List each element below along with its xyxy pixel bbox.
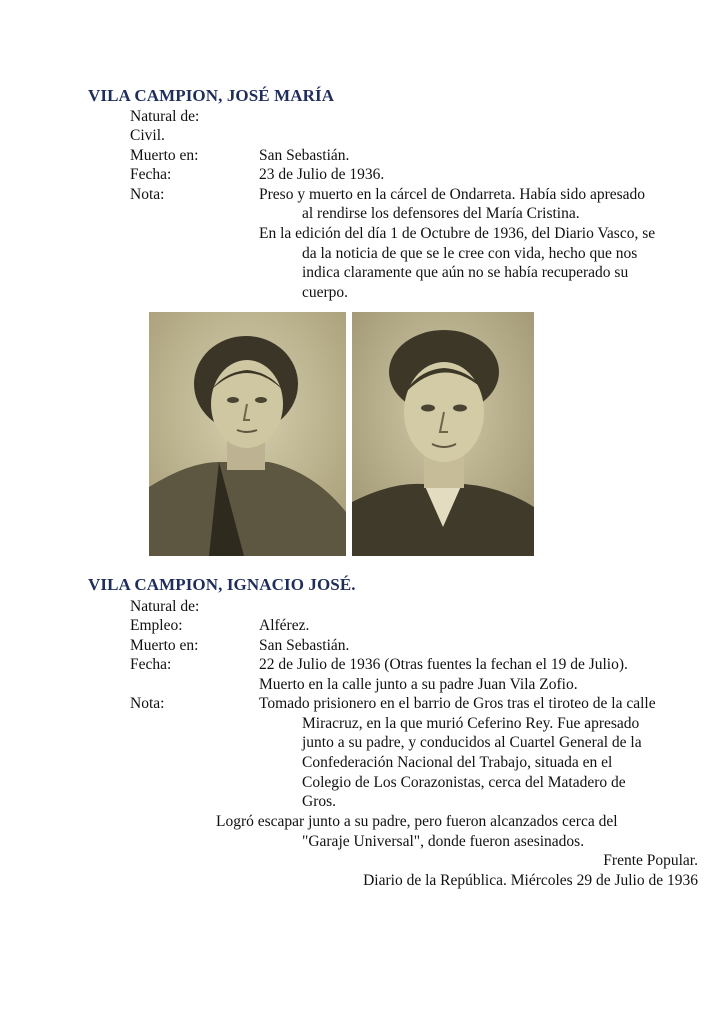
portrait-photo-left (149, 312, 346, 556)
entry-2-nota-line: Colegio de Los Corazonistas, cerca del Matadero de (302, 774, 626, 791)
entry-2-nota-label: Nota: (130, 695, 165, 712)
entry-2-nota-line: Confederación Nacional del Trabajo, situada en el (302, 754, 613, 771)
source-party: Frente Popular. (603, 852, 698, 869)
entry-2-muerto-value: San Sebastián. (259, 637, 350, 654)
source-newspaper: Diario de la República. Miércoles 29 de Julio de 1936 (363, 872, 698, 889)
entry-2-nota-line: Tomado prisionero en el barrio de Gros tras el tiroteo de la calle (259, 695, 656, 712)
entry-1-natural-label: Natural de: (130, 108, 200, 125)
entry-2-nota-line: Miracruz, en la que murió Ceferino Rey. Fue apresado (302, 715, 640, 732)
entry-1-fecha-label: Fecha: (130, 166, 172, 183)
entry-1-muerto-value: San Sebastián. (259, 147, 350, 164)
entry-1-nota-line: da la noticia de que se le cree con vida, hecho que nos (302, 245, 638, 262)
entry-2-escape-line: Logró escapar junto a su padre, pero fueron alcanzados cerca del (216, 813, 618, 830)
entry-2-fecha-line: 22 de Julio de 1936 (Otras fuentes la fechan el 19 de Julio). (259, 656, 628, 673)
entry-2-nota-line: Gros. (302, 793, 337, 810)
entry-1-nota-label: Nota: (130, 186, 165, 203)
entry-1-nota-line: indica claramente que aún no se había recuperado su (302, 264, 629, 281)
entry-2-empleo-label: Empleo: (130, 617, 183, 634)
entry-2-fecha-label: Fecha: (130, 656, 172, 673)
entry-1-name-heading: VILA CAMPION, JOSÉ MARÍA (88, 86, 335, 105)
entry-1-nota-line: cuerpo. (302, 284, 349, 301)
entry-2-escape-line: "Garaje Universal", donde fueron asesinados. (302, 833, 585, 850)
entry-1-fecha-value: 23 de Julio de 1936. (259, 166, 385, 183)
entry-1-nota-line: Preso y muerto en la cárcel de Ondarreta. Había sido apresado (259, 186, 646, 203)
portrait-photo-right (352, 312, 534, 556)
entry-1-muerto-label: Muerto en: (130, 147, 199, 164)
entry-2-fecha-line: Muerto en la calle junto a su padre Juan Vila Zofio. (259, 676, 578, 693)
entry-1-nota-line: al rendirse los defensores del María Cristina. (302, 205, 580, 222)
entry-2-natural-label: Natural de: (130, 598, 200, 615)
entry-2-nota-line: junto a su padre, y conducidos al Cuartel General de la (302, 734, 642, 751)
entry-1-nota-line: En la edición del día 1 de Octubre de 1936, del Diario Vasco, se (259, 225, 656, 242)
entry-1-civil-label: Civil. (130, 127, 165, 144)
entry-2-name-heading: VILA CAMPION, IGNACIO JOSÉ. (88, 575, 356, 594)
entry-2-empleo-value: Alférez. (259, 617, 310, 634)
entry-2-muerto-label: Muerto en: (130, 637, 199, 654)
